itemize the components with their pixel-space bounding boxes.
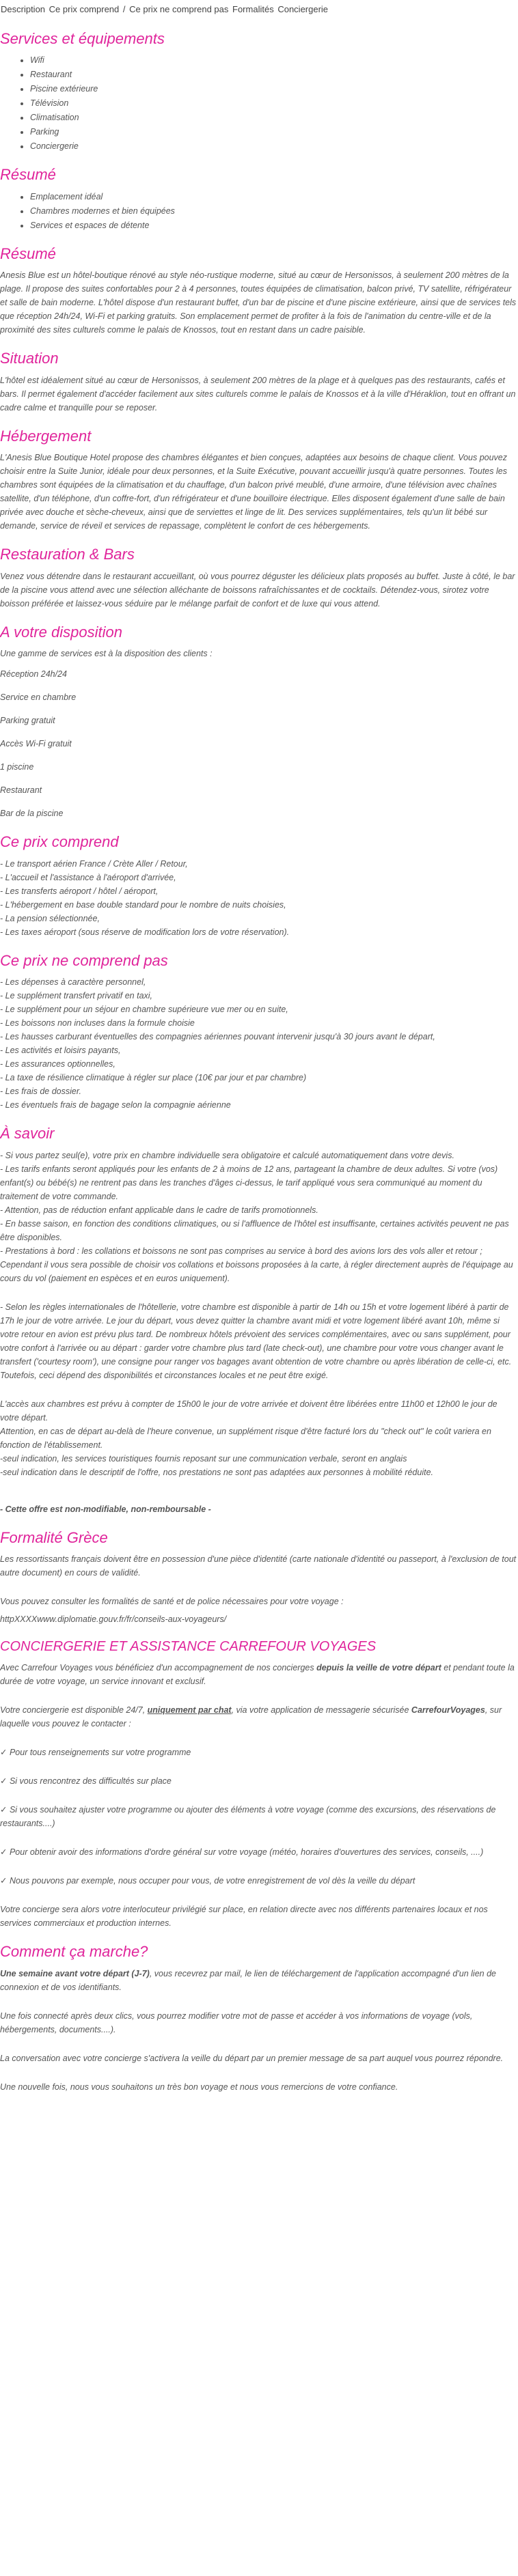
tab-description[interactable]: Description xyxy=(1,4,46,14)
tab-bar xyxy=(0,3,518,17)
conciergerie-intro-text-end: et pendant toute la durée de votre voyage, un service innovant et exclusif. xyxy=(0,1663,515,1687)
list-item: - L'hébergement en base double standard pour le nombre de nuits choisies, xyxy=(0,899,286,910)
list-item: • Chambres modernes et bien équipées xyxy=(30,204,518,218)
availability-chat-only: uniquement par chat xyxy=(147,1705,232,1716)
list-item: - Les assurances optionnelles, xyxy=(0,1059,115,1069)
list-item: • Services et espaces de détente xyxy=(30,219,518,232)
resume-list xyxy=(0,190,518,232)
conciergerie-intro-text: Avec Carrefour Voyages vous bénéficiez d'un accompagnement de nos concierges xyxy=(0,1663,317,1673)
availability-text-end: , sur laquelle vous pouvez le contacter : xyxy=(0,1705,502,1729)
conciergerie-availability xyxy=(0,1703,518,1731)
comprend-list xyxy=(0,857,518,939)
formalite-text-2: Vous pouvez consulter les formalités de santé et de police nécessaires pour votre voyage : xyxy=(0,1597,344,1607)
list-item: - Les activités et loisirs payants, xyxy=(0,1046,121,1056)
availability-text-mid: , via votre application de messagerie sécurisée xyxy=(231,1705,411,1716)
conciergerie-intro-bold: depuis la veille de votre départ xyxy=(316,1663,441,1673)
availability-text: Votre conciergerie est disponible 24/7, xyxy=(0,1705,148,1716)
list-item: - Les boissons non incluses dans la formule choisie xyxy=(0,1018,195,1028)
list-item: - Les transferts aéroport / hôtel / aéroport, xyxy=(0,886,159,896)
resume-title: Résumé xyxy=(0,166,56,184)
comment-text-1 xyxy=(0,1967,518,1994)
conciergerie-intro xyxy=(0,1661,518,1688)
comment-text-2: Une fois connecté après deux clics, vous pourrez modifier votre mot de passe et accéder à vos informations de voyage (vols, hébergements, documents....). xyxy=(0,2011,473,2034)
tab-ce-prix-comprend[interactable]: Ce prix comprend xyxy=(49,4,120,14)
comment-title: Comment ça marche? xyxy=(0,1943,148,1961)
services-list xyxy=(0,53,518,153)
list-item: • Emplacement idéal xyxy=(30,190,518,204)
tab-formalites[interactable]: Formalités xyxy=(232,4,274,14)
check-item: ✓ Si vous rencontrez des difficultés sur place xyxy=(0,1776,172,1787)
disposition-intro: Une gamme de services est à la disposition des clients : xyxy=(0,649,213,659)
list-item: Bar de la piscine xyxy=(0,809,64,819)
tab-separator: / xyxy=(122,4,126,14)
list-item: • Télévision xyxy=(30,96,518,110)
availability-app-name: CarrefourVoyages xyxy=(411,1705,485,1716)
list-item: • Parking xyxy=(30,125,518,139)
a-savoir-title: À savoir xyxy=(0,1125,55,1143)
check-item: ✓ Si vous souhaitez ajuster votre programme ou ajouter des éléments à votre voyage (comme des excursions, des réservations de restaurants....) xyxy=(0,1805,496,1829)
list-item: Réception 24h/24 xyxy=(0,669,67,680)
comment-text-3: La conversation avec votre concierge s'activera la veille du départ par un premier message de sa part auquel vous pourrez répondre. xyxy=(0,2053,504,2063)
check-item: ✓ Pour tous renseignements sur votre programme xyxy=(0,1748,191,1758)
list-item: - Le transport aérien France / Crète Aller / Retour, xyxy=(0,858,188,869)
tab-conciergerie[interactable]: Conciergerie xyxy=(277,4,329,14)
situation-title: Situation xyxy=(0,350,59,367)
list-item: - La taxe de résilience climatique à régler sur place (10€ par jour et par chambre) xyxy=(0,1073,307,1083)
formalite-link[interactable]: httpXXXXwww.diplomatie.gouv.fr/fr/conseils-aux-voyageurs/ xyxy=(0,1614,227,1625)
comment-bold: Une semaine avant votre départ (J-7) xyxy=(0,1968,150,1978)
list-item: - La pension sélectionnée, xyxy=(0,913,100,923)
comprend-title: Ce prix comprend xyxy=(0,833,119,851)
check-item: ✓ Pour obtenir avoir des informations d'ordre général sur votre voyage (météo, horaires d'ouvertures des services, conseils, ....) xyxy=(0,1847,484,1858)
list-item: • Wifi xyxy=(30,53,518,67)
resume-text: Anesis Blue est un hôtel-boutique rénové au style néo-rustique moderne, situé au cœur de Hersonissos, à seulement 200 mètres de la plage. Il propose des suites confortables pour 2 à 4 personnes, toutes équipées de climatisation, balcon privé, TV satellite, réfrigérateur et salle de bain moderne. L'hôtel dispose d'un restaurant buffet, d'un bar de piscine et d'une piscine extérieure, ainsi que de services tels que réception 24h/24, Wi-Fi et parking gratuits. Son emplacement permet de profiter à la fois de l'animation du centre-ville et de la proximité des sites culturels comme le palais de Knossos, tout en restant dans un cadre paisible. xyxy=(0,270,517,335)
ne-comprend-list xyxy=(0,975,518,1112)
list-item: - Les taxes aéroport (sous réserve de modification lors de votre réservation). xyxy=(0,927,290,937)
list-item: Parking gratuit xyxy=(0,716,55,726)
hebergement-title: Hébergement xyxy=(0,427,92,445)
a-savoir-text-2: - Selon les règles internationales de l'hôtellerie, votre chambre est disponible à partir de 14h ou 15h et votre logement libéré à partir de 17h le jour de votre arrivée. Le jour du départ, vous devez quitter la chambre avant midi et votre logement libéré avant 10h, même si votre retour en avion est prévu plus tard. De nombreux hôtels prévoient des services complémentaires, avec ou sans supplément, pour votre confort à l'arrivée ou au départ : garder votre chambre plus tard (late check-out), une chambre pour votre vous changer avant le transfert ('courtesy room'), une consigne pour ranger vos bagages avant obtention de votre chambre ou après libération de celle-ci, etc. Toutefois, ceci dépend des disponibilités et circonstances locales et ne peut être exigé. xyxy=(0,1302,512,1380)
list-item: • Conciergerie xyxy=(30,139,518,153)
formalite-text-1: Les ressortissants français doivent être en possession d'une pièce d'identité (carte nationale d'identité ou passeport, à l'exclusion de tout autre document) en cours de validité. xyxy=(0,1554,517,1578)
resume-detail-title: Résumé xyxy=(0,244,56,262)
list-item: Accès Wi-Fi gratuit xyxy=(0,739,72,749)
list-item: • Piscine extérieure xyxy=(30,82,518,96)
list-item: Service en chambre xyxy=(0,692,77,703)
situation-text: L'hôtel est idéalement situé au cœur de Hersonissos, à seulement 200 mètres de la plage et à quelques pas des restaurants, cafés et bars. Il permet également d'accéder facilement aux sites culturels comme le palais de Knossos et à la ville d'Héraklion, tout en offrant un cadre calme et tranquille pour se reposer. xyxy=(0,375,516,412)
comment-text-1-rest: , vous recevrez par mail, le lien de téléchargement de l'application accompagné d'un lien de connexion et de vos identifiants. xyxy=(0,1968,496,1992)
restauration-title: Restauration & Bars xyxy=(0,546,135,563)
list-item: - Les éventuels frais de bagage selon la compagnie aérienne xyxy=(0,1100,231,1110)
tab-ce-prix-ne-comprend-pas[interactable]: Ce prix ne comprend pas xyxy=(129,4,229,14)
list-item: - Le supplément transfert privatif en taxi, xyxy=(0,991,153,1001)
a-savoir-text-3: L'accès aux chambres est prévu à compter de 15h00 le jour de votre arrivée et doivent être libérées entre 11h00 et 12h00 le jour de votre départ. Attention, en cas de départ au-delà de l'heure convenue, un supplément risque d'être facturé lors du "check out" le coût variera en fonction de l'établissement. -seul indication, les services touristiques fournis reposant sur une communication verbale, seront en anglais -seul indication dans le descriptif de l'offre, nos prestations ne sont pas adaptées aux personnes à mobilité réduite. xyxy=(0,1399,497,1477)
disposition-list xyxy=(0,667,518,820)
list-item: - Les dépenses à caractère personnel, xyxy=(0,977,146,988)
ne-comprend-title: Ce prix ne comprend pas xyxy=(0,951,168,969)
list-item: - Les frais de dossier. xyxy=(0,1087,82,1097)
non-refundable-note: - Cette offre est non-modifiable, non-remboursable - xyxy=(0,1504,211,1514)
services-title: Services et équipements xyxy=(0,29,165,47)
list-item: • Climatisation xyxy=(30,111,518,124)
conciergerie-closing: Votre concierge sera alors votre interlocuteur privilégié sur place, en relation directe avec nos différents partenaires locaux et nos services commerciaux et production internes. xyxy=(0,1905,488,1929)
hebergement-text: L'Anesis Blue Boutique Hotel propose des chambres élégantes et bien conçues, adaptées aux besoins de chaque client. Vous pouvez choisir entre la Suite Junior, idéale pour deux personnes, et la Suite Exécutive, pouvant accueillir jusqu'à quatre personnes. Toutes les chambres sont équipées de la climatisation et du chauffage, d'un balcon privé meublé, d'une armoire, d'une télévision avec chaînes satellite, d'un téléphone, d'un coffre-fort, d'un réfrigérateur et d'une bouilloire électrique. Elles disposent également d'une salle de bain privée avec douche et sèche-cheveux, ainsi que de serviettes et linge de lit. Des services supplémentaires, tels qu'un lit bébé sur demande, service de réveil et services de repassage, complètent le confort de ces hébergements. xyxy=(0,453,507,531)
formalite-title: Formalité Grèce xyxy=(0,1528,108,1546)
list-item: - Les hausses carburant éventuelles des compagnies aériennes pouvant intervenir jusqu'à 30 jours avant le départ, xyxy=(0,1032,435,1042)
conciergerie-title: CONCIERGERIE ET ASSISTANCE CARREFOUR VOYAGES xyxy=(0,1639,377,1655)
list-item: - L'accueil et l'assistance à l'aéroport d'arrivée, xyxy=(0,872,176,882)
list-item: • Restaurant xyxy=(30,68,518,81)
disposition-title: A votre disposition xyxy=(0,623,122,641)
list-item: 1 piscine xyxy=(0,762,34,772)
list-item: - Le supplément pour un séjour en chambre supérieure vue mer ou en suite, xyxy=(0,1005,288,1015)
restauration-text: Venez vous détendre dans le restaurant accueillant, où vous pourrez déguster les délicieux plats proposés au buffet. Juste à côté, le bar de la piscine vous attend avec une sélection alléchante de boissons rafraîchissantes et de cocktails. Détendez-vous, sirotez votre boisson préférée et laissez-vous séduire par le mélange parfait de confort et de luxe qui vous attend. xyxy=(0,571,515,608)
comment-text-4: Une nouvelle fois, nous vous souhaitons un très bon voyage et nous vous remercions de votre confiance. xyxy=(0,2082,398,2092)
list-item: Restaurant xyxy=(0,785,42,796)
a-savoir-text-1: - Si vous partez seul(e), votre prix en chambre individuelle sera obligatoire et calculé automatiquement dans votre devis. - Les tarifs enfants seront appliqués pour les enfants de 2 à moins de 12 ans, partageant la chambre de deux adultes. Si votre (vos) enfant(s) ou bébé(s) ne rentrent pas dans les tranches d'âges ci-dessus, le tarif appliqué vous sera communiqué au moment du traitement de votre commande. - Attention, pas de réduction enfant applicable dans le cadre de tarifs promotionnels. - En basse saison, en fonction des conditions climatiques, ou si l'affluence de l'hôtel est insuffisante, certaines activités peuvent ne pas être disponibles. - Prestations à bord : les collations et boissons ne sont pas comprises au service à bord des avions lors des vols aller et retour ; Cependant il vous sera possible de choisir vos collations et boissons proposées à la carte, à régler directement auprès de l'équipage au cours du vol (paiement en espèces et en euros uniquement). xyxy=(0,1150,513,1283)
check-item: ✓ Nous pouvons par exemple, nous occuper pour vous, de votre enregistrement de vol dès la veille du départ xyxy=(0,1876,415,1886)
